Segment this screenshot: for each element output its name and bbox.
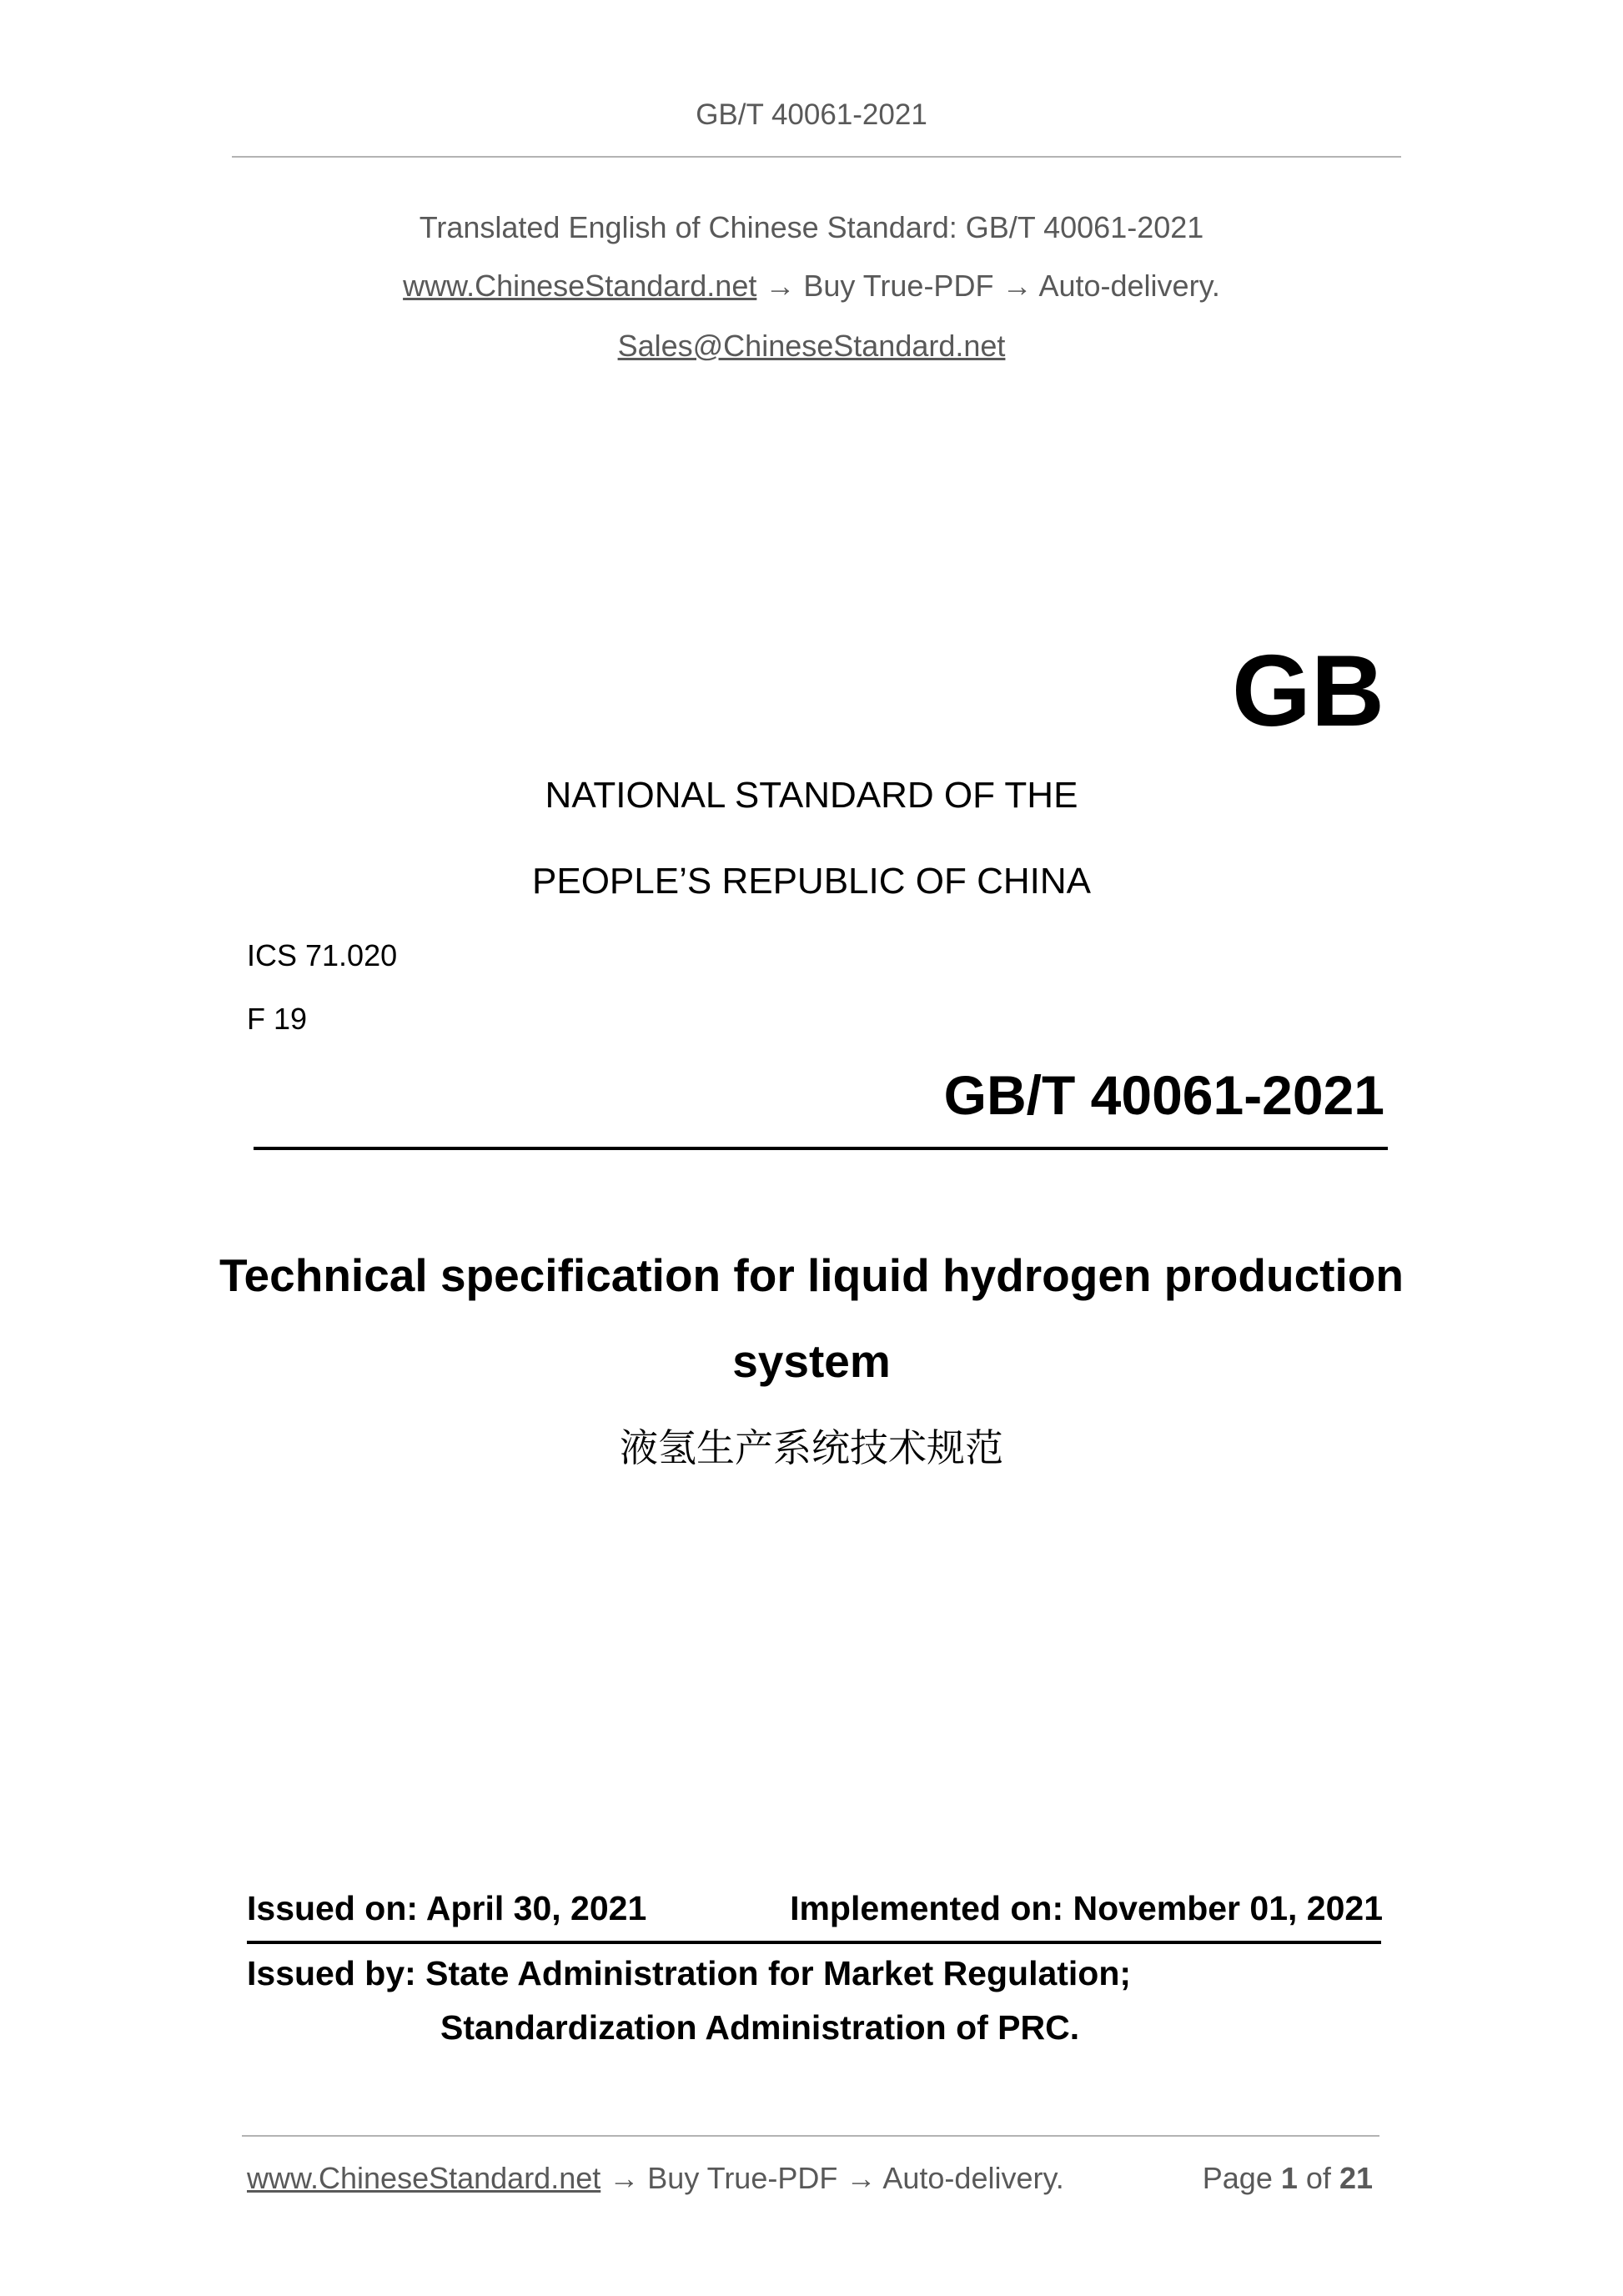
footer-purchase-line <box>247 2161 1064 2196</box>
standard-number-rule <box>254 1147 1388 1150</box>
sales-email-link[interactable]: Sales@ChineseStandard.net <box>617 329 1006 363</box>
arrow-right-icon: → <box>765 269 796 303</box>
buy-text: Buy True-PDF <box>803 269 994 303</box>
standard-number: GB/T 40061-2021 <box>943 1064 1384 1126</box>
footer-divider <box>242 2135 1379 2137</box>
page-number: 1 <box>1280 2161 1298 2195</box>
dates-rule <box>247 1941 1381 1944</box>
email-line <box>0 329 1623 364</box>
ccs-code: F 19 <box>247 1002 308 1036</box>
issued-by-line1: Issued by: State Administration for Market Regulation; <box>247 1954 1132 1992</box>
page-total: 21 <box>1339 2161 1373 2195</box>
gb-mark: GB <box>1232 634 1384 747</box>
issued-by-line2: Standardization Administration of PRC. <box>440 2008 1080 2047</box>
auto-delivery-text: Auto-delivery. <box>1038 269 1220 303</box>
site-link[interactable]: www.ChineseStandard.net <box>403 269 757 303</box>
purchase-line <box>0 269 1623 304</box>
arrow-right-icon: → <box>1002 269 1033 303</box>
implemented-on-date: Implemented on: November 01, 2021 <box>790 1889 1383 1927</box>
national-standard-line2: PEOPLE’S REPUBLIC OF CHINA <box>532 861 1091 902</box>
header-doc-code: GB/T 40061-2021 <box>696 98 927 131</box>
footer-buy-text: Buy True-PDF <box>647 2161 838 2195</box>
ics-code: ICS 71.020 <box>247 938 398 972</box>
issued-on-date: Issued on: April 30, 2021 <box>247 1889 647 1927</box>
of-label: of <box>1305 2161 1331 2195</box>
title-english-line2: system <box>732 1335 891 1387</box>
title-chinese: 液氢生产系统技术规范 <box>620 1425 1003 1470</box>
translation-notice: Translated English of Chinese Standard: GB/T 40061-2021 <box>419 210 1204 244</box>
footer-auto-delivery-text: Auto-delivery. <box>882 2161 1064 2195</box>
footer-site-link[interactable]: www.ChineseStandard.net <box>247 2161 601 2195</box>
page-indicator <box>1203 2161 1373 2196</box>
title-english-line1: Technical specification for liquid hydrogen production <box>219 1249 1404 1301</box>
arrow-right-icon: → <box>609 2161 640 2195</box>
national-standard-line1: NATIONAL STANDARD OF THE <box>545 775 1078 816</box>
header-divider <box>232 156 1401 158</box>
page-label: Page <box>1202 2161 1273 2195</box>
arrow-right-icon: → <box>846 2161 877 2195</box>
